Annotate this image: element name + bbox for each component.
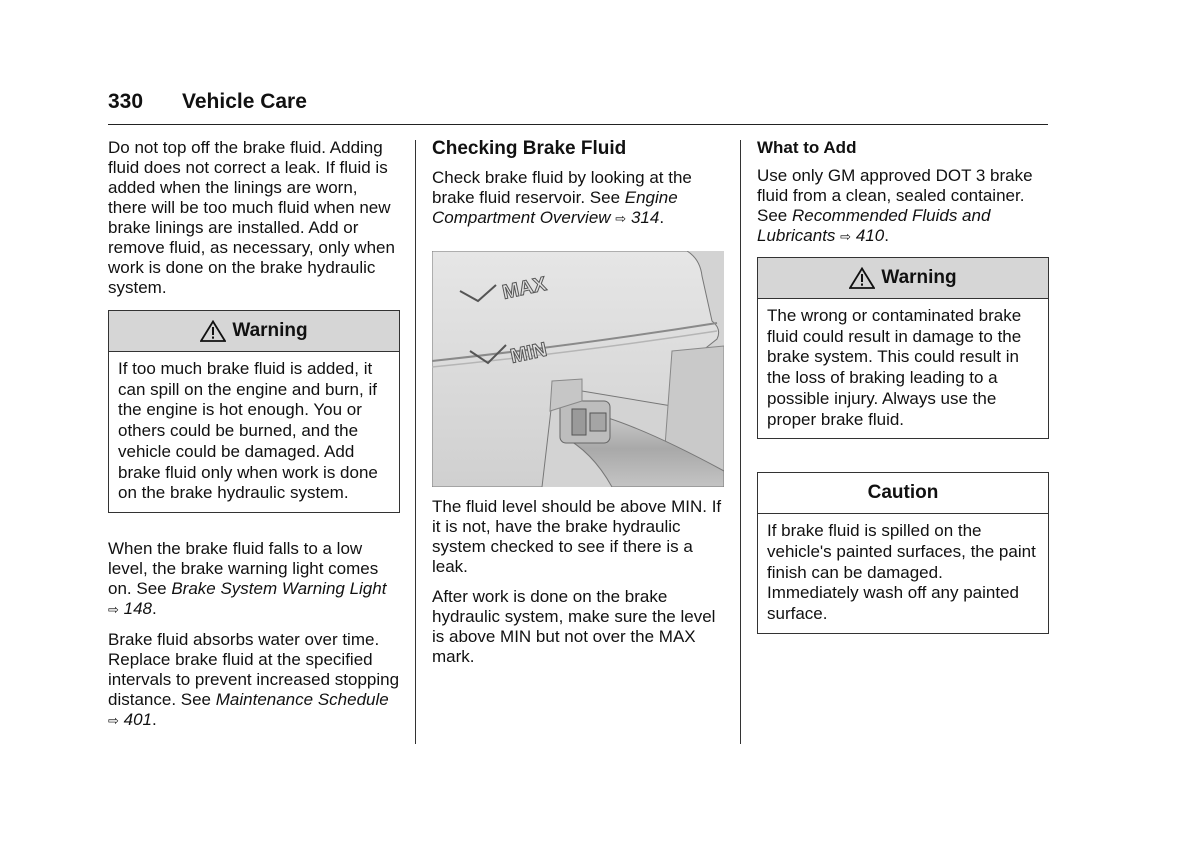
warning-triangle-icon [200, 320, 226, 342]
min-label: MIN [508, 338, 549, 368]
page-number: 330 [108, 90, 144, 113]
paragraph-use-dot3: Use only GM approved DOT 3 brake fluid from a clean, sealed container. See Recommended Fluids and Lubricants ⇨ 410. [757, 166, 1033, 245]
page-reference-arrow-icon: ⇨ [108, 712, 119, 728]
warning-box-contaminated [757, 257, 1049, 439]
cross-reference-link[interactable]: Maintenance Schedule [215, 689, 389, 709]
brake-fluid-reservoir-illustration [432, 251, 724, 487]
section-heading: Checking Brake Fluid [432, 138, 627, 159]
cross-reference-link[interactable]: Engine Compartment Overview [432, 188, 678, 227]
paragraph-after-work: After work is done on the brake hydraulic system, make sure the level is above MIN but not over the MAX mark. [432, 587, 716, 666]
warning-title: Warning [232, 320, 308, 341]
cross-reference-link[interactable]: Recommended Fluids and Lubricants [757, 206, 991, 245]
column-divider [415, 140, 416, 744]
subheading-what-to-add: What to Add [757, 138, 857, 157]
page-reference-arrow-icon: ⇨ [108, 601, 119, 617]
page-header [108, 88, 1048, 125]
caution-body: If brake fluid is spilled on the vehicle's painted surfaces, the paint finish can be damaged. Immediately wash off any painted surface. [767, 521, 1036, 624]
page-reference-arrow-icon: ⇨ [615, 211, 627, 226]
column-divider [740, 140, 741, 744]
paragraph-top-off: Do not top off the brake fluid. Adding fluid does not correct a leak. If fluid is added when the linings are worn, there will be too much fluid when new brake linings are installed. Add or remove fluid, as necessary, only when work is done on the brake hydraulic system. [108, 138, 395, 297]
warning-body: If too much brake fluid is added, it can spill on the engine and burn, if the engine is hot enough. You or others could be burned, and the vehicle could be damaged. Add brake fluid only when work is done on the brake hydraulic system. [118, 359, 378, 503]
page-reference-number[interactable]: 401 [123, 709, 153, 729]
column-right [757, 138, 1049, 634]
caution-box-header [758, 473, 1048, 514]
caution-box [757, 472, 1049, 634]
page-reference-number[interactable]: 410 [855, 226, 885, 245]
warning-box-header [109, 311, 399, 352]
warning-body: The wrong or contaminated brake fluid could result in damage to the brake system. This could result in the loss of braking leading to a possible injury. Always use the proper brake fluid. [767, 306, 1022, 429]
paragraph-absorbs-water: Brake fluid absorbs water over time. Replace brake fluid at the specified intervals to prevent increased stopping distance. See Maintenance Schedule ⇨ 401. [108, 629, 400, 729]
page-reference-number[interactable]: 314 [630, 208, 660, 227]
warning-box-overfill [108, 310, 400, 513]
page-reference-arrow-icon: ⇨ [840, 229, 852, 244]
column-left [108, 138, 400, 741]
paragraph-check-reservoir: Check brake fluid by looking at the brake fluid reservoir. See Engine Compartment Overview ⇨ 314. [432, 168, 692, 227]
warning-box-header [758, 258, 1048, 299]
section-title: Vehicle Care [182, 90, 307, 113]
caution-title: Caution [867, 482, 939, 504]
warning-triangle-icon [849, 267, 875, 289]
warning-title: Warning [881, 267, 957, 288]
max-label: MAX [500, 273, 549, 304]
cross-reference-link[interactable]: Brake System Warning Light [171, 578, 387, 598]
paragraph-level-above-min: The fluid level should be above MIN. If it is not, have the brake hydraulic system checked to see if there is a leak. [432, 497, 722, 576]
column-middle [432, 138, 724, 677]
paragraph-warning-light: When the brake fluid falls to a low level, the brake warning light comes on. See Brake System Warning Light ⇨ 148. [108, 538, 387, 618]
page-reference-number[interactable]: 148 [123, 598, 153, 618]
